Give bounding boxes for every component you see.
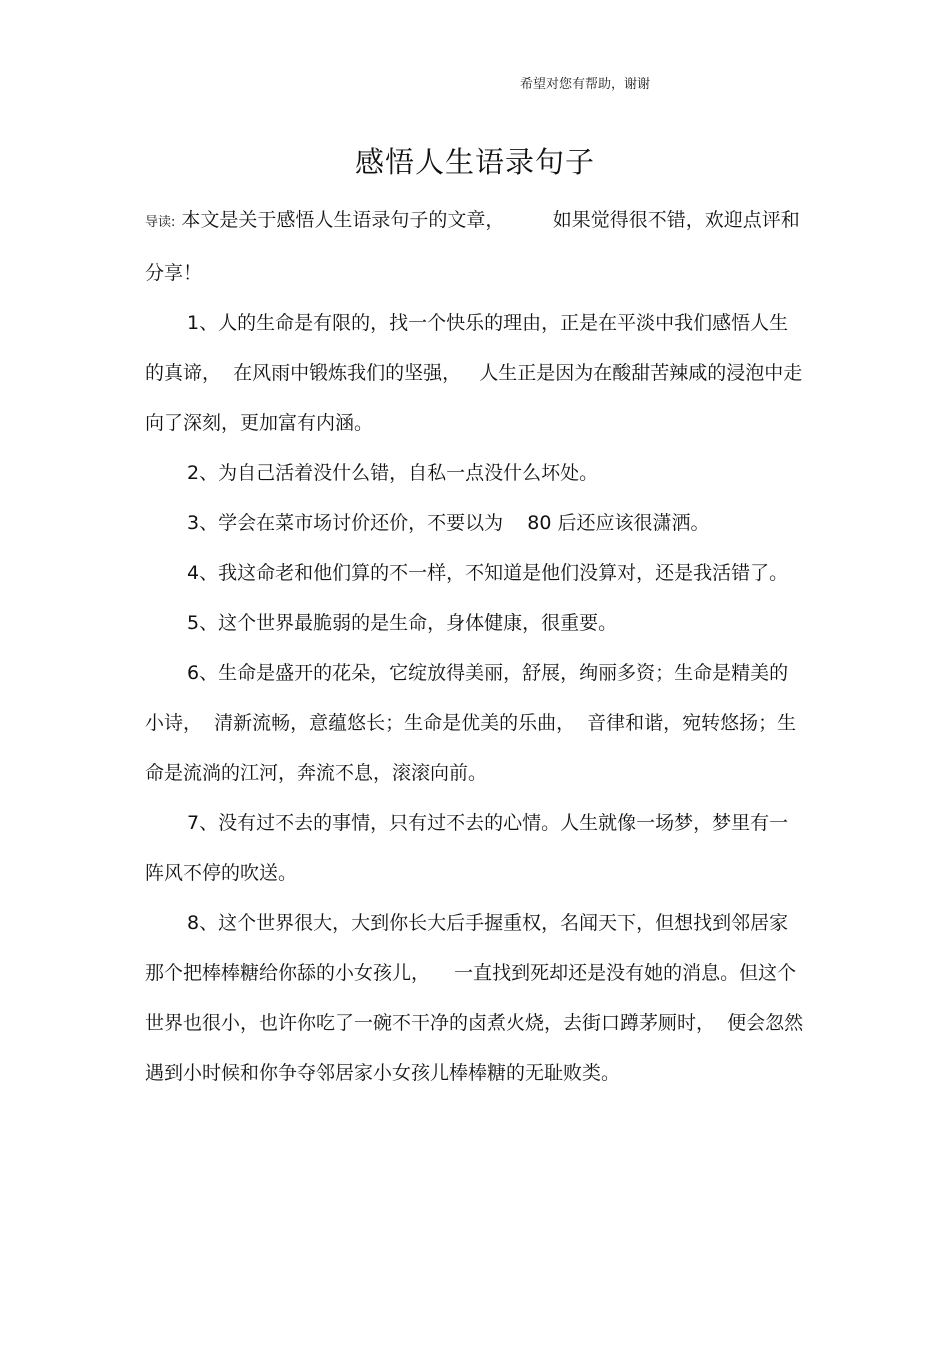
page-title: 感悟人生语录句子 — [354, 145, 595, 179]
document-body — [145, 195, 805, 1098]
quote-item-6: 6、生命是盛开的花朵，它绽放得美丽，舒展，绚丽多资；生命是精美的小诗， 清新流畅，意蕴悠长；生命是优美的乐曲， 音律和谐，宛转悠扬；生命是流淌的江河，奔流不息，滚滚向前。 — [145, 662, 797, 784]
quote-item-8: 8、这个世界很大，大到你长大后手握重权，名闻天下，但想找到邻居家那个把棒棒糖给你舔的小女孩儿， 一直找到死却还是没有她的消息。但这个世界也很小，也许你吃了一碗不干净的卤煮火烧，去街口蹲茅厕时， 便会忽然遇到小时候和你争夺邻居家小女孩儿棒棒糖的无耻败类。 — [145, 912, 804, 1084]
header-note: 希望对您有帮助，谢谢 — [520, 77, 651, 92]
quote-item-5: 5、这个世界最脆弱的是生命，身体健康，很重要。 — [187, 612, 618, 634]
quote-item-3: 3、学会在菜市场讨价还价，不要以为 80 后还应该很潇洒。 — [187, 512, 710, 534]
quote-item-1: 1、人的生命是有限的，找一个快乐的理由，正是在平淡中我们感悟人生的真谛， 在风雨中锻炼我们的坚强， 人生正是因为在酸甜苦辣咸的浸泡中走向了深刻，更加富有内涵。 — [145, 312, 803, 434]
quote-item-2: 2、为自己活着没什么错，自私一点没什么坏处。 — [187, 462, 599, 484]
quote-item-7: 7、没有过不去的事情，只有过不去的心情。人生就像一场梦，梦里有一阵风不停的吹送。 — [145, 812, 789, 884]
intro-label: 导读: — [145, 215, 176, 230]
intro-paragraph — [145, 195, 805, 298]
quote-item-4: 4、我这命老和他们算的不一样，不知道是他们没算对，还是我活错了。 — [187, 562, 789, 584]
intro-text: 本文是关于感悟人生语录句子的文章， 如果觉得很不错，欢迎点评和分享！ — [145, 209, 800, 284]
